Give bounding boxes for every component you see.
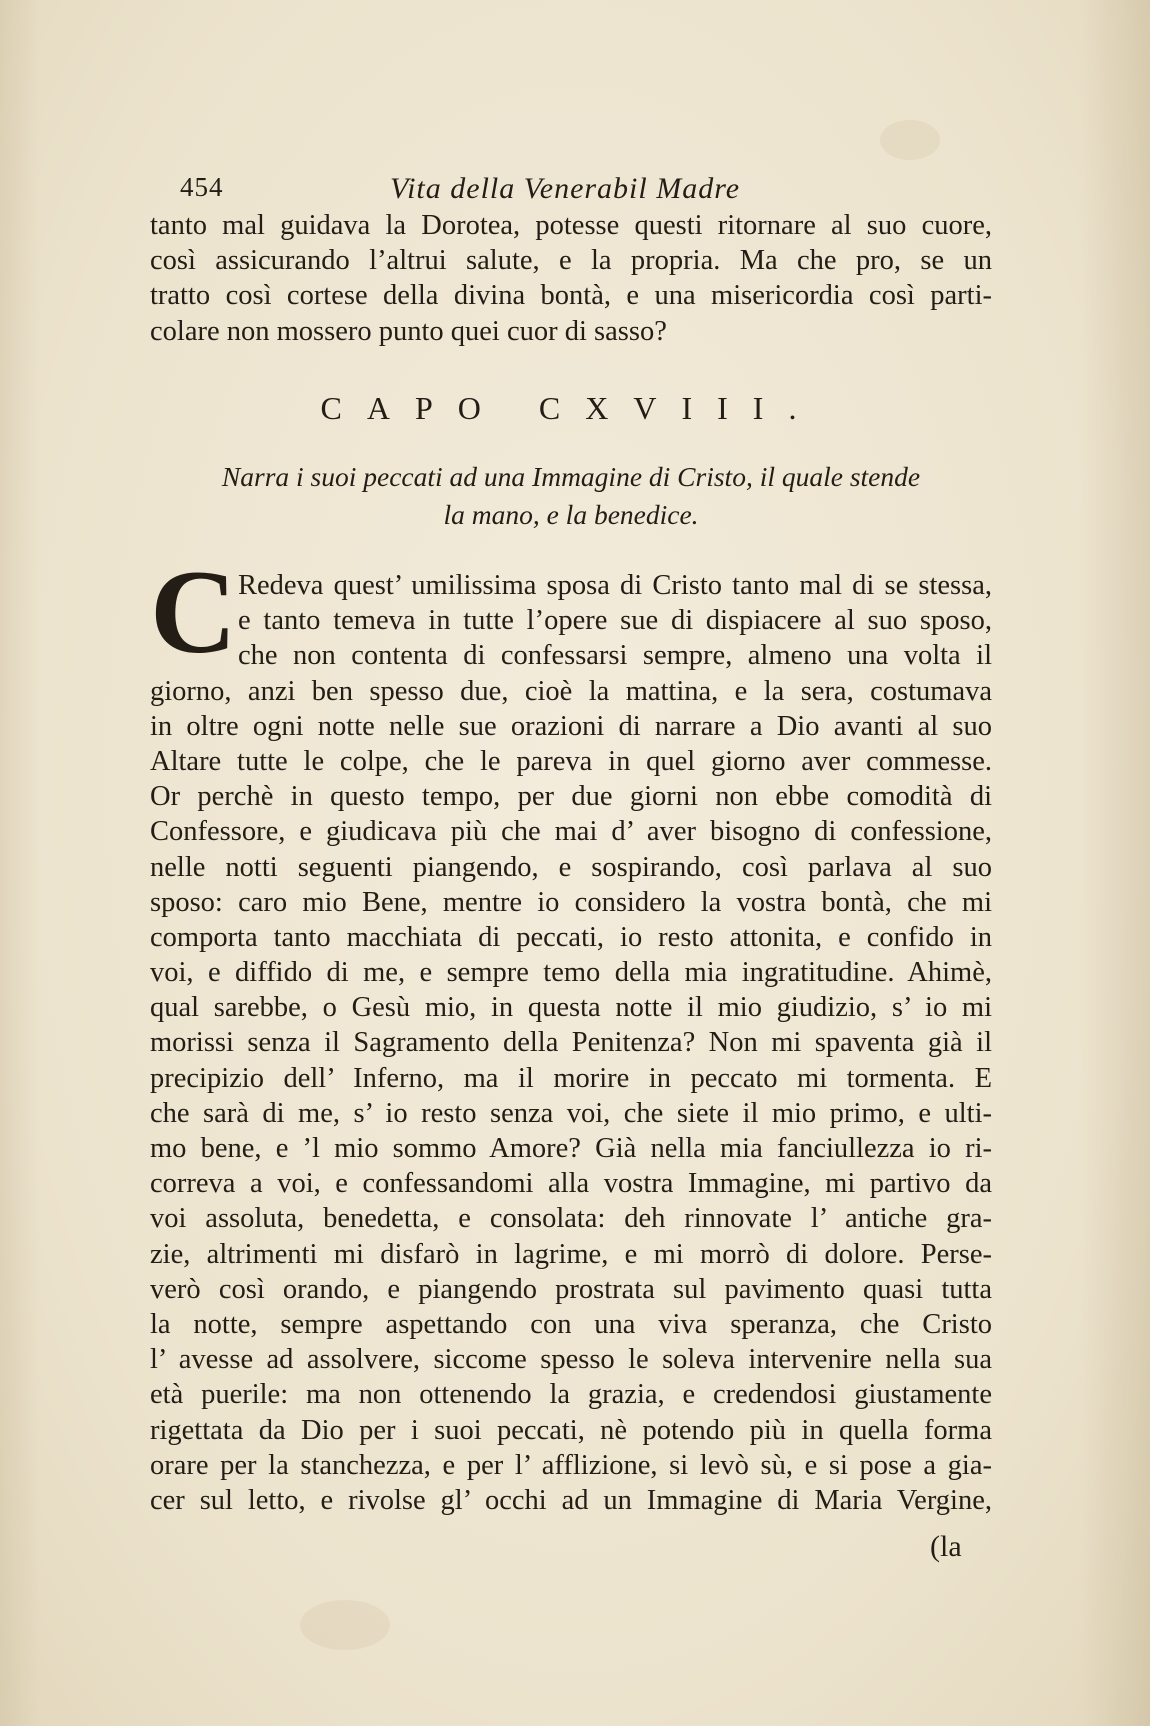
drop-cap: C xyxy=(150,545,237,678)
text-line: tratto così cortese della divina bontà, e una misericordia così parti- xyxy=(150,280,992,312)
subtitle-line: la mano, e la benedice. xyxy=(443,499,699,530)
text-line: morissi senza il Sagramento della Penitenza? Non mi spaventa già il xyxy=(150,1027,992,1059)
text-line: orare per la stanchezza, e per l’ afflizione, si levò sù, e si pose a gia- xyxy=(150,1449,992,1481)
text-line: qual sarebbe, o Gesù mio, in questa notte il mio giudizio, s’ io mi xyxy=(150,992,992,1024)
text-line: colare non mossero punto quei cuor di sasso? xyxy=(150,315,667,347)
text-line: sposo: caro mio Bene, mentre io considero la vostra bontà, che mi xyxy=(150,886,992,918)
paper-stain xyxy=(880,120,940,160)
text-line: rigettata da Dio per i suoi peccati, nè potendo più in quella forma xyxy=(150,1414,992,1446)
text-line: Or perchè in questo tempo, per due giorni non ebbe comodità di xyxy=(150,781,992,813)
text-line: mo bene, e ’l mio sommo Amore? Già nella mia fanciullezza io ri- xyxy=(150,1133,992,1164)
main-paragraph xyxy=(150,568,992,1518)
running-header xyxy=(180,172,1000,212)
chapter-title: CAPO CXVIII. xyxy=(320,390,822,426)
text-line: Altare tutte le colpe, che le pareva in quel giorno aver commesse. xyxy=(150,745,992,777)
text-line: voi assoluta, benedetta, e consolata: deh rinnovate l’ antiche gra- xyxy=(150,1203,992,1235)
text-line: Confessore, e giudicava più che mai d’ aver bisogno di confessione, xyxy=(150,816,992,848)
text-line: cer sul letto, e rivolse gl’ occhi ad un Immagine di Maria Vergine, xyxy=(150,1484,992,1516)
page-number: 454 xyxy=(180,172,224,202)
text-line: correva a voi, e confessandomi alla vostra Immagine, mi partivo da xyxy=(150,1168,992,1200)
text-line: precipizio dell’ Inferno, ma il morire in peccato mi tormenta. E xyxy=(150,1062,992,1094)
text-line: che non contenta di confessarsi sempre, almeno una volta il xyxy=(238,640,992,672)
catchword: (la xyxy=(930,1530,962,1563)
text-line: Redeva quest’ umilissima sposa di Cristo tanto mal di se stessa, xyxy=(238,570,992,601)
text-line: in oltre ogni notte nelle sue orazioni di narrare a Dio avanti al suo xyxy=(150,710,992,742)
text-line: giorno, anzi ben spesso due, cioè la mattina, e la sera, costumava xyxy=(150,675,992,707)
text-line: età puerile: ma non ottenendo la grazia, e credendosi giustamente xyxy=(150,1379,992,1411)
text-line: zie, altrimenti mi disfarò in lagrime, e mi morrò di dolore. Perse- xyxy=(150,1238,992,1270)
page-shadow-left xyxy=(0,0,40,1726)
paper-stain xyxy=(300,1600,390,1650)
text-line: la notte, sempre aspettando con una viva speranza, che Cristo xyxy=(150,1308,992,1340)
text-line: comporta tanto macchiata di peccati, io resto attonita, e confido in xyxy=(150,921,992,953)
text-line: che sarà di me, s’ io resto senza voi, che siete il mio primo, e ulti- xyxy=(150,1097,992,1129)
text-line: verò così orando, e piangendo prostrata sul pavimento quasi tutta xyxy=(150,1273,992,1305)
text-line: e tanto temeva in tutte l’opere sue di dispiacere al suo sposo, xyxy=(238,605,992,637)
subtitle-line: Narra i suoi peccati ad una Immagine di Cristo, il quale stende xyxy=(221,461,921,492)
page-shadow-right xyxy=(1080,0,1150,1726)
text-line: tanto mal guidava la Dorotea, potesse questi ritornare al suo cuore, xyxy=(150,210,992,241)
chapter-subtitle xyxy=(150,458,992,534)
text-line: voi, e diffido di me, e sempre temo della mia ingratitudine. Ahimè, xyxy=(150,957,992,989)
text-line: nelle notti seguenti piangendo, e sospirando, così parlava al suo xyxy=(150,851,992,883)
running-title: Vita della Venerabil Madre xyxy=(390,172,741,205)
text-line: l’ avesse ad assolvere, siccome spesso le soleva intervenire nella sua xyxy=(150,1344,992,1376)
text-line: così assicurando l’altrui salute, e la propria. Ma che pro, se un xyxy=(150,245,992,277)
intro-paragraph xyxy=(150,208,992,349)
